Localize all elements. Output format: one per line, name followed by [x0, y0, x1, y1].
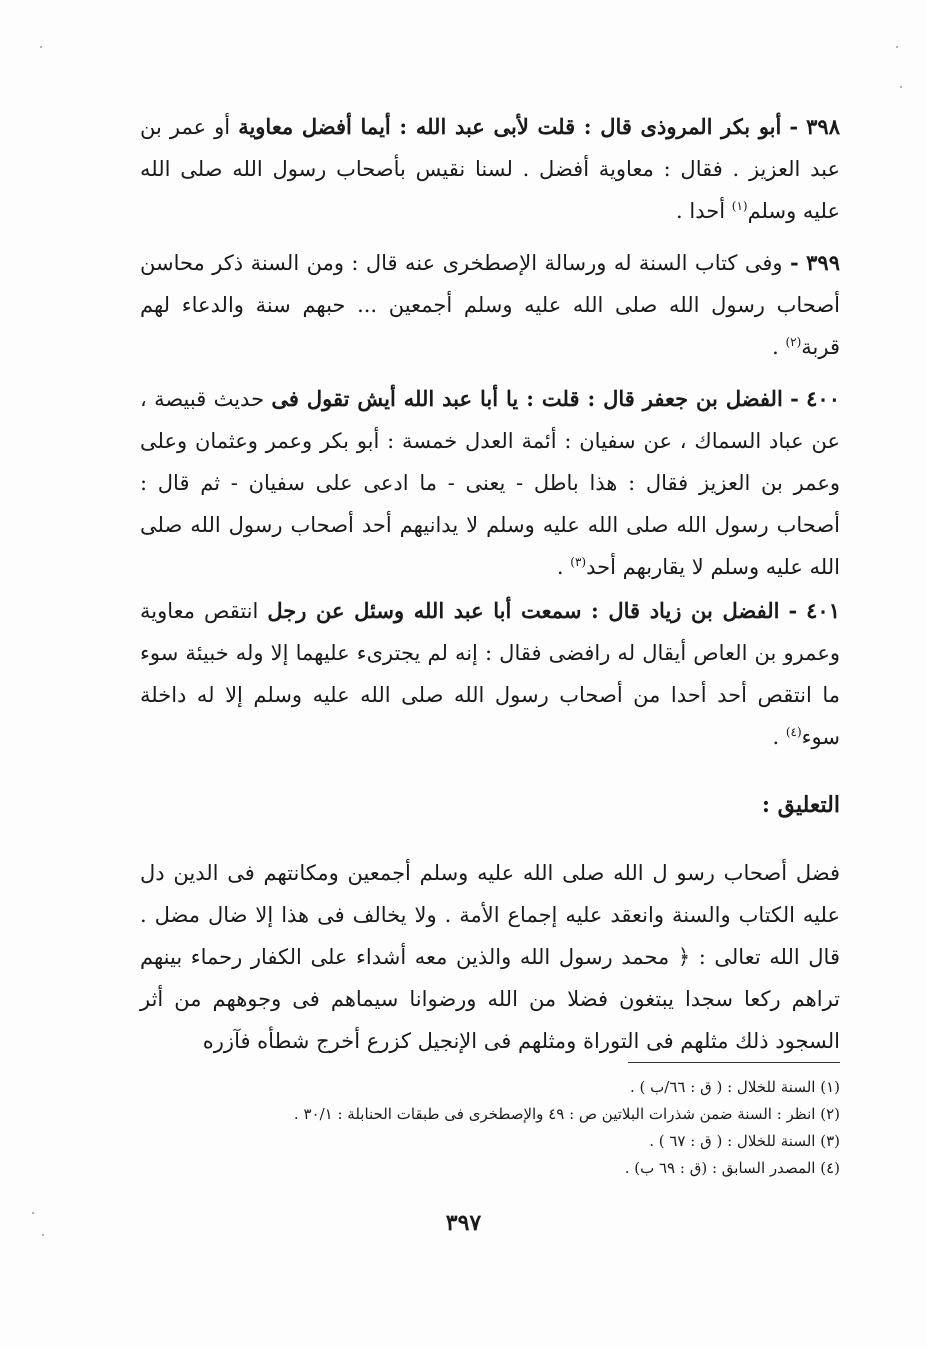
entry-399	[140, 242, 840, 368]
entry-body: أو عمر بن عبد العزيز . فقال : معاوية أفضل . لسنا نقيس بأصحاب رسول الله صلى الله عليه وسلم	[140, 115, 840, 223]
entry-head: الفضل بن جعفر قال : قلت : يا أبا عبد الله أيش تقول فى	[271, 386, 783, 411]
entry-400	[140, 378, 840, 588]
commentary-heading: التعليق :	[761, 792, 840, 818]
scan-speck	[896, 46, 898, 48]
entry-dash: -	[789, 114, 799, 139]
scan-speck	[42, 1234, 44, 1236]
entry-number: ٤٠١	[806, 598, 840, 623]
commentary-text: فضل أصحاب رسو ل الله صلى الله عليه وسلم أجمعين ومكانتهم فى الدين دل عليه الكتاب والسنة وانعقد عليه إجماع الأمة . ولا يخالف فى هذا إلا ضال مضل . قال الله تعالى : ﴿ محمد رسول الله والذين معه أشداء على الكفار رحماء بينهم تراهم ركعا سجدا يبتغون فضلا من الله ورضوانا سيماهم فى وجوههم من أثر السجود ذلك مثلهم فى التوراة ومثلهم فى الإنجيل كزرع أخرج شطأه فآزره	[140, 861, 840, 1053]
entry-tail: .	[772, 725, 780, 749]
scan-speck	[32, 1212, 34, 1214]
entry-dash: -	[789, 250, 799, 275]
entry-number: ٣٩٩	[806, 250, 840, 275]
entry-number: ٣٩٨	[806, 114, 840, 139]
page-number: ٣٩٧	[445, 1210, 482, 1236]
entry-tail: .	[556, 555, 564, 579]
entry-head: أبو بكر المروذى قال : قلت لأبى عبد الله : أيما أفضل معاوية	[238, 114, 782, 139]
entry-dash: -	[788, 598, 798, 623]
footnotes	[140, 1074, 840, 1182]
entry-tail: أحدا .	[676, 199, 726, 223]
entry-body: وفى كتاب السنة له ورسالة الإصطخرى عنه قال : ومن السنة ذكر محاسن أصحاب رسول الله صلى الله عليه وسلم أجمعين ... حبهم سنة والدعاء لهم قربة	[140, 251, 840, 359]
entry-401	[140, 590, 840, 758]
entry-398	[140, 106, 840, 232]
footnote-item: (٢) انظر : السنة ضمن شذرات البلاتين ص : ٤٩ والإصطخرى فى طبقات الحنابلة : ٣٠/١ .	[293, 1105, 840, 1123]
entry-head: الفضل بن زياد قال : سمعت أبا عبد الله وسئل عن رجل	[267, 598, 780, 623]
entry-tail: .	[772, 335, 779, 359]
entry-dash: -	[790, 386, 799, 411]
scan-speck	[40, 46, 42, 48]
footnote-divider	[628, 1062, 840, 1063]
footnote-item: (٣) السنة للخلال : ( ق : ٦٧ ) .	[649, 1132, 840, 1150]
footnote-item: (١) السنة للخلال : ( ق : ٦٦/ب ) .	[630, 1078, 840, 1096]
entry-body: حديث قبيصة ، عن عباد السماك ، عن سفيان : أئمة العدل خمسة : أبو بكر وعمر وعثمان وعلى وعمر بن العزيز فقال : هذا باطل - يعنى - ما ادعى على سفيان - ثم قال : أصحاب رسول الله صلى الله عليه وسلم لا يدانيهم أحد أصحاب رسول الله صلى الله عليه وسلم لا يقاربهم أحد	[140, 387, 840, 579]
footnote-ref: (٤)	[785, 725, 802, 739]
scan-speck	[900, 86, 902, 88]
entry-number: ٤٠٠	[806, 386, 840, 411]
footnote-item: (٤) المصدر السابق : (ق : ٦٩ ب) .	[624, 1159, 840, 1177]
footnote-ref: (٣)	[570, 555, 587, 569]
footnote-ref: (٢)	[785, 335, 802, 349]
entry-body: انتقص معاوية وعمرو بن العاص أيقال له رافضى فقال : إنه لم يجترىء عليهما إلا وله خبيئة سوء ما انتقص أحد أحدا من أصحاب رسول الله صلى الله عليه وسلم إلا له داخلة سوء	[140, 599, 840, 749]
footnote-ref: (١)	[731, 199, 748, 213]
